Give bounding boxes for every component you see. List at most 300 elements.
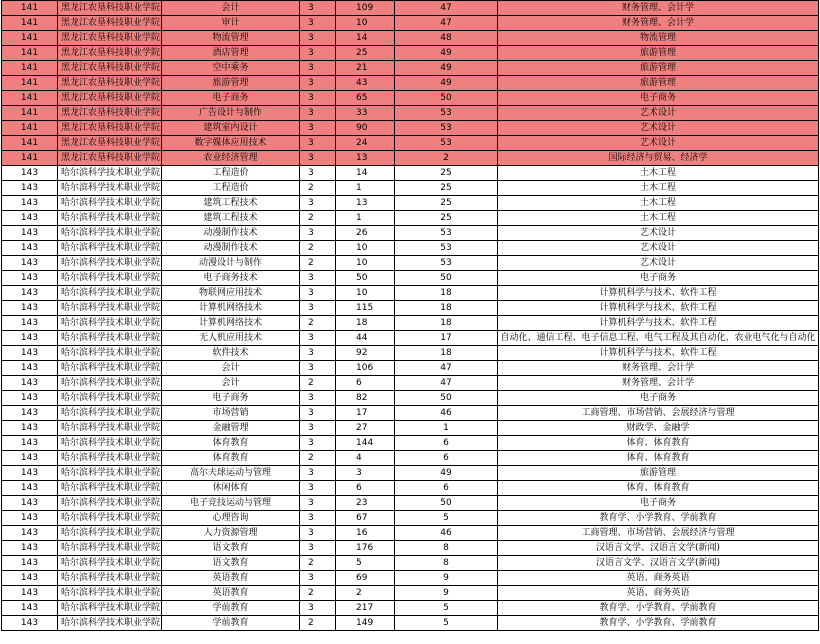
major-name-cell: 广告设计与制作 (162, 106, 300, 121)
plan-count-cell: 65 (336, 91, 395, 106)
undergrad-major-cell: 电子商务 (498, 271, 819, 286)
major-name-cell: 动漫设计与制作 (162, 256, 300, 271)
major-name-cell: 心理咨询 (162, 511, 300, 526)
school-code-cell: 143 (2, 616, 58, 631)
school-code-cell: 143 (2, 481, 58, 496)
duration-cell: 3 (300, 271, 336, 286)
school-name-cell: 黑龙江农垦科技职业学院 (58, 31, 162, 46)
table-row (2, 241, 819, 256)
major-name-cell: 酒店管理 (162, 46, 300, 61)
plan-count-cell: 92 (336, 346, 395, 361)
duration-cell: 3 (300, 436, 336, 451)
major-name-cell: 会计 (162, 1, 300, 16)
school-code-cell: 143 (2, 166, 58, 181)
school-code-cell: 143 (2, 496, 58, 511)
duration-cell: 3 (300, 31, 336, 46)
category-code-cell: 53 (395, 106, 498, 121)
school-code-cell: 143 (2, 196, 58, 211)
duration-cell: 3 (300, 406, 336, 421)
duration-cell: 3 (300, 496, 336, 511)
duration-cell: 3 (300, 466, 336, 481)
category-code-cell: 53 (395, 136, 498, 151)
undergrad-major-cell: 艺术设计 (498, 106, 819, 121)
table-row (2, 151, 819, 166)
table-row (2, 406, 819, 421)
duration-cell: 2 (300, 556, 336, 571)
school-name-cell: 哈尔滨科学技术职业学院 (58, 211, 162, 226)
category-code-cell: 50 (395, 391, 498, 406)
school-name-cell: 哈尔滨科学技术职业学院 (58, 256, 162, 271)
category-code-cell: 5 (395, 511, 498, 526)
school-name-cell: 黑龙江农垦科技职业学院 (58, 76, 162, 91)
school-name-cell: 黑龙江农垦科技职业学院 (58, 16, 162, 31)
duration-cell: 3 (300, 541, 336, 556)
category-code-cell: 47 (395, 361, 498, 376)
school-name-cell: 哈尔滨科学技术职业学院 (58, 616, 162, 631)
school-code-cell: 141 (2, 121, 58, 136)
major-name-cell: 软件技术 (162, 346, 300, 361)
plan-count-cell: 6 (336, 376, 395, 391)
category-code-cell: 49 (395, 466, 498, 481)
undergrad-major-cell: 艺术设计 (498, 226, 819, 241)
plan-count-cell: 33 (336, 106, 395, 121)
category-code-cell: 49 (395, 46, 498, 61)
undergrad-major-cell: 体育、体育教育 (498, 451, 819, 466)
school-name-cell: 哈尔滨科学技术职业学院 (58, 331, 162, 346)
table-row (2, 496, 819, 511)
undergrad-major-cell: 自动化、通信工程、电子信息工程、电气工程及其自动化、农业电气化与自动化 (498, 331, 819, 346)
duration-cell: 2 (300, 316, 336, 331)
plan-count-cell: 23 (336, 496, 395, 511)
plan-count-cell: 3 (336, 466, 395, 481)
category-code-cell: 47 (395, 16, 498, 31)
duration-cell: 3 (300, 166, 336, 181)
major-name-cell: 电子商务 (162, 391, 300, 406)
school-code-cell: 143 (2, 346, 58, 361)
school-code-cell: 141 (2, 151, 58, 166)
undergrad-major-cell: 土木工程 (498, 196, 819, 211)
school-name-cell: 哈尔滨科学技术职业学院 (58, 511, 162, 526)
duration-cell: 3 (300, 301, 336, 316)
category-code-cell: 8 (395, 556, 498, 571)
school-name-cell: 哈尔滨科学技术职业学院 (58, 301, 162, 316)
duration-cell: 3 (300, 16, 336, 31)
plan-count-cell: 21 (336, 61, 395, 76)
school-name-cell: 哈尔滨科学技术职业学院 (58, 541, 162, 556)
school-code-cell: 141 (2, 61, 58, 76)
duration-cell: 3 (300, 346, 336, 361)
category-code-cell: 50 (395, 271, 498, 286)
school-name-cell: 黑龙江农垦科技职业学院 (58, 136, 162, 151)
school-name-cell: 黑龙江农垦科技职业学院 (58, 61, 162, 76)
table-row (2, 31, 819, 46)
school-name-cell: 哈尔滨科学技术职业学院 (58, 406, 162, 421)
school-code-cell: 143 (2, 391, 58, 406)
table-row (2, 286, 819, 301)
school-code-cell: 141 (2, 16, 58, 31)
school-name-cell: 哈尔滨科学技术职业学院 (58, 286, 162, 301)
undergrad-major-cell: 财务管理、会计学 (498, 16, 819, 31)
category-code-cell: 49 (395, 76, 498, 91)
school-name-cell: 黑龙江农垦科技职业学院 (58, 91, 162, 106)
school-name-cell: 哈尔滨科学技术职业学院 (58, 481, 162, 496)
table-row (2, 91, 819, 106)
category-code-cell: 2 (395, 151, 498, 166)
plan-count-cell: 50 (336, 271, 395, 286)
undergrad-major-cell: 工商管理、市场营销、会展经济与管理 (498, 526, 819, 541)
school-name-cell: 哈尔滨科学技术职业学院 (58, 181, 162, 196)
school-name-cell: 哈尔滨科学技术职业学院 (58, 451, 162, 466)
category-code-cell: 5 (395, 616, 498, 631)
undergrad-major-cell: 电子商务 (498, 91, 819, 106)
school-name-cell: 哈尔滨科学技术职业学院 (58, 196, 162, 211)
school-code-cell: 143 (2, 571, 58, 586)
school-code-cell: 143 (2, 511, 58, 526)
table-row (2, 316, 819, 331)
school-code-cell: 143 (2, 556, 58, 571)
plan-count-cell: 17 (336, 406, 395, 421)
table-row (2, 166, 819, 181)
duration-cell: 3 (300, 196, 336, 211)
plan-count-cell: 27 (336, 421, 395, 436)
table-row (2, 391, 819, 406)
duration-cell: 3 (300, 601, 336, 616)
school-code-cell: 143 (2, 301, 58, 316)
school-code-cell: 141 (2, 106, 58, 121)
major-name-cell: 空中乘务 (162, 61, 300, 76)
table-row (2, 136, 819, 151)
school-code-cell: 141 (2, 136, 58, 151)
table-row (2, 46, 819, 61)
duration-cell: 2 (300, 211, 336, 226)
undergrad-major-cell: 旅游管理 (498, 76, 819, 91)
category-code-cell: 25 (395, 181, 498, 196)
table-row (2, 511, 819, 526)
major-name-cell: 计算机网络技术 (162, 316, 300, 331)
plan-count-cell: 4 (336, 451, 395, 466)
category-code-cell: 53 (395, 256, 498, 271)
plan-count-cell: 25 (336, 46, 395, 61)
school-name-cell: 哈尔滨科学技术职业学院 (58, 226, 162, 241)
enrollment-table (1, 0, 819, 631)
plan-count-cell: 10 (336, 241, 395, 256)
table-row (2, 526, 819, 541)
category-code-cell: 18 (395, 346, 498, 361)
category-code-cell: 9 (395, 571, 498, 586)
category-code-cell: 25 (395, 211, 498, 226)
school-name-cell: 黑龙江农垦科技职业学院 (58, 106, 162, 121)
major-name-cell: 英语教育 (162, 586, 300, 601)
undergrad-major-cell: 财务管理、会计学 (498, 1, 819, 16)
table-row (2, 361, 819, 376)
category-code-cell: 48 (395, 31, 498, 46)
undergrad-major-cell: 艺术设计 (498, 256, 819, 271)
plan-count-cell: 18 (336, 316, 395, 331)
plan-count-cell: 26 (336, 226, 395, 241)
duration-cell: 3 (300, 571, 336, 586)
school-name-cell: 哈尔滨科学技术职业学院 (58, 586, 162, 601)
table-body (2, 1, 819, 631)
school-code-cell: 143 (2, 211, 58, 226)
school-name-cell: 哈尔滨科学技术职业学院 (58, 466, 162, 481)
major-name-cell: 工程造价 (162, 166, 300, 181)
major-name-cell: 无人机应用技术 (162, 331, 300, 346)
school-name-cell: 哈尔滨科学技术职业学院 (58, 421, 162, 436)
category-code-cell: 25 (395, 196, 498, 211)
major-name-cell: 电子商务 (162, 91, 300, 106)
plan-count-cell: 10 (336, 286, 395, 301)
duration-cell: 2 (300, 241, 336, 256)
undergrad-major-cell: 计算机科学与技术、软件工程 (498, 346, 819, 361)
category-code-cell: 46 (395, 526, 498, 541)
school-name-cell: 哈尔滨科学技术职业学院 (58, 241, 162, 256)
table-row (2, 181, 819, 196)
school-code-cell: 143 (2, 181, 58, 196)
duration-cell: 3 (300, 106, 336, 121)
school-name-cell: 哈尔滨科学技术职业学院 (58, 376, 162, 391)
school-code-cell: 143 (2, 421, 58, 436)
major-name-cell: 学前教育 (162, 601, 300, 616)
undergrad-major-cell: 财务管理、会计学 (498, 376, 819, 391)
table-row (2, 451, 819, 466)
undergrad-major-cell: 教育学、小学教育、学前教育 (498, 616, 819, 631)
duration-cell: 2 (300, 181, 336, 196)
school-code-cell: 143 (2, 451, 58, 466)
table-row (2, 16, 819, 31)
duration-cell: 3 (300, 421, 336, 436)
plan-count-cell: 115 (336, 301, 395, 316)
major-name-cell: 电子商务技术 (162, 271, 300, 286)
major-name-cell: 市场营销 (162, 406, 300, 421)
undergrad-major-cell: 教育学、小学教育、学前教育 (498, 511, 819, 526)
school-name-cell: 哈尔滨科学技术职业学院 (58, 166, 162, 181)
category-code-cell: 5 (395, 601, 498, 616)
category-code-cell: 53 (395, 241, 498, 256)
major-name-cell: 人力资源管理 (162, 526, 300, 541)
school-code-cell: 143 (2, 466, 58, 481)
undergrad-major-cell: 旅游管理 (498, 61, 819, 76)
category-code-cell: 49 (395, 61, 498, 76)
plan-count-cell: 1 (336, 181, 395, 196)
duration-cell: 3 (300, 121, 336, 136)
school-code-cell: 143 (2, 586, 58, 601)
undergrad-major-cell: 旅游管理 (498, 46, 819, 61)
major-name-cell: 语文教育 (162, 556, 300, 571)
undergrad-major-cell: 计算机科学与技术、软件工程 (498, 301, 819, 316)
major-name-cell: 会计 (162, 376, 300, 391)
major-name-cell: 金融管理 (162, 421, 300, 436)
school-name-cell: 哈尔滨科学技术职业学院 (58, 496, 162, 511)
major-name-cell: 工程造价 (162, 181, 300, 196)
undergrad-major-cell: 艺术设计 (498, 241, 819, 256)
plan-count-cell: 6 (336, 481, 395, 496)
major-name-cell: 物联网应用技术 (162, 286, 300, 301)
category-code-cell: 50 (395, 91, 498, 106)
duration-cell: 3 (300, 331, 336, 346)
duration-cell: 3 (300, 286, 336, 301)
major-name-cell: 电子竞技运动与管理 (162, 496, 300, 511)
school-code-cell: 143 (2, 316, 58, 331)
plan-count-cell: 44 (336, 331, 395, 346)
undergrad-major-cell: 电子商务 (498, 391, 819, 406)
duration-cell: 3 (300, 61, 336, 76)
undergrad-major-cell: 艺术设计 (498, 136, 819, 151)
plan-count-cell: 69 (336, 571, 395, 586)
duration-cell: 3 (300, 1, 336, 16)
table-row (2, 541, 819, 556)
undergrad-major-cell: 体育、体育教育 (498, 436, 819, 451)
major-name-cell: 建筑室内设计 (162, 121, 300, 136)
category-code-cell: 50 (395, 496, 498, 511)
duration-cell: 2 (300, 616, 336, 631)
plan-count-cell: 106 (336, 361, 395, 376)
undergrad-major-cell: 旅游管理 (498, 466, 819, 481)
school-code-cell: 143 (2, 406, 58, 421)
major-name-cell: 英语教育 (162, 571, 300, 586)
plan-count-cell: 67 (336, 511, 395, 526)
category-code-cell: 18 (395, 316, 498, 331)
undergrad-major-cell: 艺术设计 (498, 121, 819, 136)
school-code-cell: 143 (2, 541, 58, 556)
plan-count-cell: 82 (336, 391, 395, 406)
category-code-cell: 18 (395, 286, 498, 301)
category-code-cell: 6 (395, 436, 498, 451)
category-code-cell: 46 (395, 406, 498, 421)
plan-count-cell: 144 (336, 436, 395, 451)
plan-count-cell: 13 (336, 151, 395, 166)
category-code-cell: 53 (395, 226, 498, 241)
plan-count-cell: 14 (336, 31, 395, 46)
plan-count-cell: 16 (336, 526, 395, 541)
category-code-cell: 17 (395, 331, 498, 346)
table-row (2, 121, 819, 136)
duration-cell: 3 (300, 46, 336, 61)
major-name-cell: 农业经济管理 (162, 151, 300, 166)
table-row (2, 616, 819, 631)
duration-cell: 3 (300, 151, 336, 166)
school-name-cell: 哈尔滨科学技术职业学院 (58, 556, 162, 571)
undergrad-major-cell: 土木工程 (498, 181, 819, 196)
table-row (2, 346, 819, 361)
duration-cell: 3 (300, 226, 336, 241)
table-row (2, 466, 819, 481)
school-name-cell: 哈尔滨科学技术职业学院 (58, 271, 162, 286)
duration-cell: 3 (300, 511, 336, 526)
undergrad-major-cell: 土木工程 (498, 166, 819, 181)
undergrad-major-cell: 国际经济与贸易、经济学 (498, 151, 819, 166)
major-name-cell: 动漫制作技术 (162, 241, 300, 256)
plan-count-cell: 14 (336, 166, 395, 181)
table-row (2, 421, 819, 436)
major-name-cell: 物流管理 (162, 31, 300, 46)
category-code-cell: 53 (395, 121, 498, 136)
plan-count-cell: 13 (336, 196, 395, 211)
undergrad-major-cell: 汉语言文学、汉语言文学(新闻) (498, 556, 819, 571)
major-name-cell: 旅游管理 (162, 76, 300, 91)
school-name-cell: 黑龙江农垦科技职业学院 (58, 1, 162, 16)
table-row (2, 226, 819, 241)
undergrad-major-cell: 计算机科学与技术、软件工程 (498, 286, 819, 301)
school-code-cell: 143 (2, 361, 58, 376)
plan-count-cell: 176 (336, 541, 395, 556)
plan-count-cell: 149 (336, 616, 395, 631)
table-row (2, 601, 819, 616)
school-code-cell: 143 (2, 376, 58, 391)
duration-cell: 3 (300, 136, 336, 151)
school-name-cell: 哈尔滨科学技术职业学院 (58, 346, 162, 361)
duration-cell: 2 (300, 586, 336, 601)
school-name-cell: 哈尔滨科学技术职业学院 (58, 316, 162, 331)
table-row (2, 256, 819, 271)
table-row (2, 586, 819, 601)
major-name-cell: 审计 (162, 16, 300, 31)
school-code-cell: 141 (2, 31, 58, 46)
undergrad-major-cell: 英语、商务英语 (498, 586, 819, 601)
plan-count-cell: 5 (336, 556, 395, 571)
plan-count-cell: 10 (336, 256, 395, 271)
category-code-cell: 18 (395, 301, 498, 316)
school-code-cell: 141 (2, 76, 58, 91)
undergrad-major-cell: 物流管理 (498, 31, 819, 46)
plan-count-cell: 90 (336, 121, 395, 136)
duration-cell: 2 (300, 451, 336, 466)
table-row (2, 106, 819, 121)
table-row (2, 556, 819, 571)
school-code-cell: 143 (2, 526, 58, 541)
table-row (2, 1, 819, 16)
table-row (2, 331, 819, 346)
major-name-cell: 体育教育 (162, 451, 300, 466)
undergrad-major-cell: 计算机科学与技术、软件工程 (498, 316, 819, 331)
school-name-cell: 哈尔滨科学技术职业学院 (58, 571, 162, 586)
school-code-cell: 143 (2, 271, 58, 286)
category-code-cell: 25 (395, 166, 498, 181)
duration-cell: 3 (300, 391, 336, 406)
duration-cell: 3 (300, 76, 336, 91)
major-name-cell: 会计 (162, 361, 300, 376)
school-name-cell: 哈尔滨科学技术职业学院 (58, 391, 162, 406)
school-code-cell: 141 (2, 46, 58, 61)
school-code-cell: 143 (2, 226, 58, 241)
category-code-cell: 8 (395, 541, 498, 556)
school-name-cell: 黑龙江农垦科技职业学院 (58, 151, 162, 166)
category-code-cell: 1 (395, 421, 498, 436)
duration-cell: 3 (300, 526, 336, 541)
duration-cell: 2 (300, 376, 336, 391)
undergrad-major-cell: 电子商务 (498, 496, 819, 511)
plan-count-cell: 217 (336, 601, 395, 616)
major-name-cell: 体育教育 (162, 436, 300, 451)
category-code-cell: 47 (395, 376, 498, 391)
plan-count-cell: 10 (336, 16, 395, 31)
duration-cell: 3 (300, 361, 336, 376)
school-code-cell: 143 (2, 256, 58, 271)
table-row (2, 76, 819, 91)
plan-count-cell: 2 (336, 586, 395, 601)
undergrad-major-cell: 汉语言文学、汉语言文学(新闻) (498, 541, 819, 556)
duration-cell: 2 (300, 256, 336, 271)
table-row (2, 61, 819, 76)
table-row (2, 571, 819, 586)
plan-count-cell: 109 (336, 1, 395, 16)
table-row (2, 196, 819, 211)
undergrad-major-cell: 教育学、小学教育、学前教育 (498, 601, 819, 616)
school-name-cell: 哈尔滨科学技术职业学院 (58, 361, 162, 376)
school-code-cell: 143 (2, 286, 58, 301)
table-row (2, 376, 819, 391)
duration-cell: 3 (300, 91, 336, 106)
school-code-cell: 141 (2, 91, 58, 106)
